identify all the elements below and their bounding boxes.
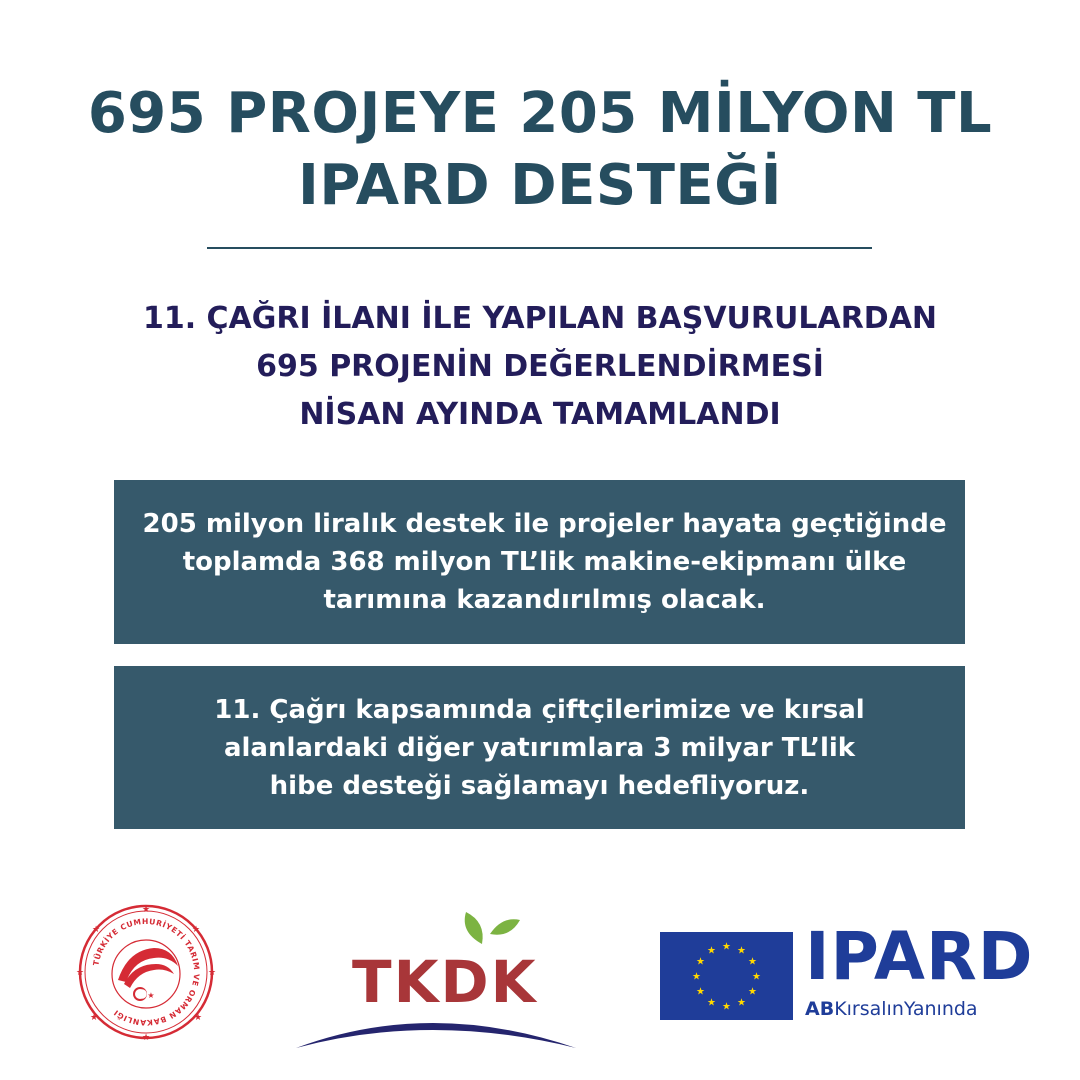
ipard-slogan-bold: AB (805, 998, 835, 1020)
ipard-logo (660, 918, 1034, 1027)
subtitle-line-1: 11. ÇAĞRI İLANI İLE YAPILAN BAŞVURULARDAN (142, 301, 938, 336)
eu-star-icon: ★ (752, 971, 761, 983)
subtitle-line-2: 695 PROJENİN DEĞERLENDİRMESİ (256, 349, 824, 384)
subtitle (0, 295, 1080, 439)
ipard-slogan (805, 998, 978, 1020)
svg-text:★: ★ (147, 991, 155, 1000)
svg-text:★: ★ (141, 905, 151, 915)
title-line-2: IPARD DESTEĞİ (297, 153, 782, 218)
svg-text:★: ★ (76, 968, 85, 978)
eu-star-icon: ★ (696, 956, 705, 968)
info-box-target-line-3: hibe desteği sağlamayı hedefliyoruz. (269, 770, 810, 801)
info-box-support-line-3: tarımına kazandırılmış olacak. (323, 585, 766, 615)
eu-star-icon: ★ (737, 997, 746, 1009)
eu-star-icon: ★ (696, 986, 705, 998)
info-box-target-line-2: alanlardaki diğer yatırımlara 3 milyar TL’lik (223, 732, 856, 763)
eu-flag-icon (660, 932, 793, 1020)
seal-ring-text: TÜRKİYE CUMHURİYETİ TARIM VE ORMAN BAKANLIĞI (91, 916, 202, 1028)
svg-text:★: ★ (141, 1033, 151, 1042)
eu-star-icon: ★ (737, 945, 746, 957)
info-box-target-line-1: 11. Çağrı kapsamında çiftçilerimize ve kırsal (214, 694, 865, 725)
svg-text:★: ★ (207, 968, 216, 978)
eu-star-icon: ★ (722, 941, 731, 953)
ipard-slogan-rest: KırsalınYanında (834, 998, 978, 1020)
info-box-support-line-2: toplamda 368 milyon TL’lik makine-ekipmanı ülke (182, 547, 907, 577)
info-box-support-line-1: 205 milyon liralık destek ile projeler hayata geçtiğinde (142, 509, 947, 539)
title-line-1: 695 PROJEYE 205 MİLYON TL (87, 81, 993, 146)
eu-star-icon: ★ (748, 956, 757, 968)
ministry-seal-icon (76, 902, 216, 1042)
svg-text:★: ★ (193, 1013, 203, 1023)
eu-star-icon: ★ (692, 971, 701, 983)
title-divider (207, 247, 872, 249)
ministry-seal-logo (76, 902, 216, 1042)
ipard-wordmark: IPARD (805, 918, 1034, 995)
info-box-target (114, 666, 965, 829)
tkdk-logo-graphic (290, 900, 580, 1050)
info-box-support (114, 480, 965, 644)
tkdk-swoosh (296, 1023, 576, 1048)
eu-star-icon: ★ (707, 945, 716, 957)
page-title (0, 78, 1080, 222)
eu-star-icon: ★ (707, 997, 716, 1009)
leaf-icon (465, 912, 520, 944)
tkdk-wordmark: TKDK (352, 948, 538, 1016)
subtitle-line-3: NİSAN AYINDA TAMAMLANDI (299, 397, 781, 432)
svg-text:★: ★ (91, 925, 101, 935)
svg-text:★: ★ (191, 925, 201, 935)
logo-row (0, 890, 1080, 1050)
eu-stars (660, 932, 793, 1020)
svg-text:★: ★ (89, 1013, 99, 1023)
eu-star-icon: ★ (722, 1001, 731, 1013)
tkdk-logo (290, 900, 580, 1050)
eu-star-icon: ★ (748, 986, 757, 998)
